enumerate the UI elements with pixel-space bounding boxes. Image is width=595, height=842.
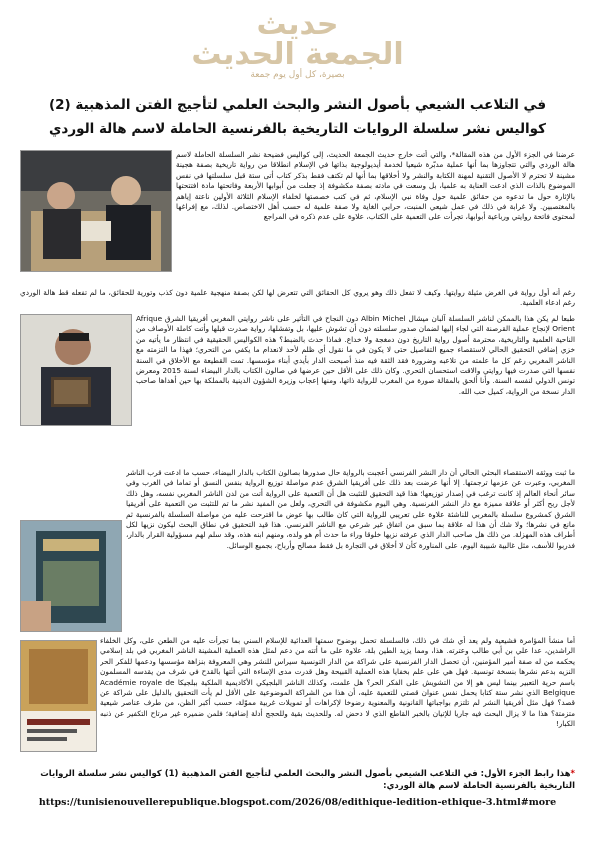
book-signing-image [21, 151, 171, 271]
masthead [0, 8, 595, 86]
footnote-marker: * [570, 769, 575, 779]
book-cover-2-image [21, 641, 96, 751]
paragraph-3: طبعا لم يكن هذا بالممكن لناشر السلسلة آلبان ميشال Albin Michel دون النجاح في التأثير على ناشر روايتي المغربي أفريقيا الشرق Afrique Orient لإنجاح عملية القرصنة التي لجاء إليها لضمان صدور سلسلته دون أن تشوش عليها، بل وتفشلها، رواية صدرت قبلها وأتت كاملة الأوصاف من الناحية العلمية والتاريخية، محترمة أصول رواية التاريخ دون دمغجة ولا خداع. فماذا حدث بالضبط؟ هذه الكواليس الحقيقية في انتظار ما يأتيه من خزي إضافي التحقيق الحالي لاستقصاء جميع التفاصيل حتى لا يكون في ما نقول أي ظلم لأحد لانعدام ما يكفي من التحري؛ فهذا ما التزمته مع الناشر المغربي رغم كل ما علمته من تلاعبه وضرورة فقد الثقة فيه منذ أصبحت الدار بأيدي أبناء مؤسسها. تمت القطيعة مع الأخلاق في السنة نفسها التي صدرت فيها روايتي والاقت استحسان التحري. وكان ذلك على الأقل حين عرضها في صالون الكتاب بالدار البيضاء لسنة 2015 ومعرض تونس الدولي لنفسه السنة. وأنا ألحق بالمقالة صورة من المغرب للرواية ذاتها، ومنها إعجاب وزيرة الشؤون الدينية بالمملكة بها حين أهداها صاحب الدار نسخة من الرواية، كميل حب الله. [136, 314, 575, 396]
photo-book-cover [20, 520, 122, 632]
paragraph-2: رغم أنه أول رواية في الغرض مثيلة روايتها. وكيف لا تفعل ذلك وهو يروي كل الحقائق التي تتعرض لها لكن بصفة منهجية علمية دون كذب وتورية للحقائق، ما لم تفعله قط هالة الوردي رغم ادعاء العلمية. [20, 288, 575, 308]
man-reading-image [21, 315, 131, 425]
paragraph-4: ما ثبت ووثقه الاستقصاء البحثي الحالي أن دار النشر الفرنسي أعجبت بالرواية حال صدورها بصالون الكتاب بالدار البيضاء، حسب ما ادعت قرب الناشر المغربي، وعبرت عن عزمها ترجمتها. إلا أنها عرضت بعد ذلك على أفريقيا الشرق عدم مواصلة توزيع الرواية بنفس النسق أو تماما في الغرب وفي سائر أنحاء العالم إذ كانت ترغب في إصدار توزيعها؛ هذا قيد التحقيق للتثبت هل أن التعمية على الرواية أتت من لدن الناشر المغربي نفسه، وهل ذلك لأجل ربح أكثر أو علاقة مميزة مع دار النشر الفرنسية. وهي اليوم مكشوفة في التحري، ولعل من المفيد نشر ما تم للتثبت من التعمية على أفريقيا الشرق كمشروع سلسلة بالمغربي للناشئة علاوة على تعريبي للرواية التي كان طالب بها عوض ما اقترحت عليه من مواصلة السلسلة بالفرنسية ثم مانع في نشرها؛ ولا شك أن هذا له علاقة بما سبق من اتفاق غير شرعي مع الناشر الفرنسي. هذا قيد التحقيق في نطاق البحث ليكون نزيها لكل أطراف هذه المهزلة. من ذلك هل صاحب الدار الذي عرفته نزيها خلوقا وراء ما حدث أم هو ولده، ومنهم ابنه هذه، وقد سلم لهم مسؤولية القرار بالدار، فدربوا للأسف، مثل غالبية شبيبة اليوم، على المناورة كأن لا أخلاق في التجارة بل فقط مصالح وأرباح، بجميع الوسائل. [126, 468, 575, 550]
brand-line-1: حديث [256, 7, 339, 42]
paragraph-1: عرضنا في الجزء الأول من هذه المقالة*، والتي أتت خارج حديث الجمعة الحديث، إلى كواليس فضيحة نشر السلسلة الحاملة لاسم هالة الوردي والتي تتجاوزها بما أنها عملية مدبّرة شيعيا لخدمة أيديولوجية بذاتها في الإسلام انطلاقا من رواية تاريخية بصفة هجينة مشينة لا تحترم لا الأصول التقنية لمهنة الكتابة والنشر ولا أخلاقها بما أنها لم تكتف فقط بذكر كتاب أتى ستة قبل سلسلتها في نفس الموضوع بالذات الذي ادعت العناية به علميا، بل وسعت في مادته بصفة مكشوفة إذ جعلت من أبوابها الأربعة وفاتحتها مادة افتتحتها بالإثارة حول ما تدعوه من حقائق علمية حول وفاة نبي الإسلام، ثم في كتب خصصتها لخلفاء الإسلام الثلاثة الأولين ناعتة إياهم بالمغتصبين. ولا غرابة في ذلك في عمل شيعي المنبت، حرابي الغاية ولا صفة علمية له حسب أهل الاختصاص. لذلك، مع إفراغها لمحتوى فاتحة روايتي ورباعية أبوابها، تجرأت على التعمية على الكتاب، علاوة على عدم ذكره في المراجع [176, 150, 575, 222]
brand-line-2: الجمعة الحديث [191, 37, 404, 72]
paragraph-5: أما منشأ المؤامرة فشيعية ولم يعد أي شك في ذلك، فالسلسلة تحمل بوضوح سمتها العدائية للإسلام السني بما تجرأت عليه من الطعن على، وكل الخلفاء الراشدين، عدا علي بن أبي طالب وعترته. هذا، ومما يزيد الطين بلة، علاوة على ما أتته من دعم لمثل هذه العملية المشينة الناشر المغربي في بلد إسلامي يحكمه من له صفة أمير المؤمنين، أن تحصل الدار الفرنسية على شراكة من الدار التونسية سيراس للنشر وهي المعروفة بنزاهة مؤسسها ودعمها للفكر الحر النزيه بدعم نشرها بنسخة تونسية. فهل هي على علم بخفايا هذه العملية القبيحة وهل قدرت مدى الإساءة التي أتتها بالقدح في شرف من يقدسه المسلمون باسم حرية التعبير بينما ليس هو إلا من التشويش على الفكر الحر؟ هل علمت، وكذلك الناشر البلجيكي الأكاديمية الملكية ببلجيكا Académie royale de Belgique الذي نشر ستة كتابا يحمل نفس عنوان قصتي للتعمية عليه، أن هذا من الشراكة الموضوعية على الأقل لم يأت التحقيق بالدليل على شراكة عن قصد؟ فهل مثل أفريقيا النشر لم تلتزم بواجباتها القانونية والمعنوية رضوخا لإكراهات أو تمويلات غربية مموّلة، حسب أكبر الظن، من طرف عناصر شيعية متزمتة؟ هذا ما لا يزال البحث فيه جاريا للإتيان بالخبر القاطع الذي لا دحض له. وللحديث بقية وللحجج أدلة إضافية؛ فلمن ضميره غير مرتاح التكفير عن ذنبه الكبار! [100, 636, 575, 729]
masthead-tagline: بصيرة، كل أول يوم جمعة [250, 70, 345, 80]
article-subtitle: كواليس نشر سلسلة الروايات التاريخية بالفرنسية الحاملة لاسم هالة الوردي [49, 121, 546, 137]
photo-man-reading [20, 314, 132, 426]
footnote [20, 768, 575, 792]
photo-book-cover-2 [20, 640, 97, 752]
footnote-link[interactable]: https://tunisienouvellerepublique.blogspot.com/2026/08/edithique-ledition-ethique-3.html#more [38, 797, 557, 808]
photo-book-signing [20, 150, 172, 272]
article-title: في التلاعب الشيعي بأصول النشر والبحث العلمي لتأجيج الفتن المذهبية (2) [48, 97, 547, 113]
footnote-text: هذا رابط الجزء الأول: في التلاعب الشيعي بأصول النشر والبحث العلمي لتأجيج الفتن المذهبية (1) كواليس نشر سلسلة الروايات التاريخية بالفرنسية الحاملة لاسم هالة الوردي: [40, 769, 575, 791]
book-cover-image [21, 521, 121, 631]
